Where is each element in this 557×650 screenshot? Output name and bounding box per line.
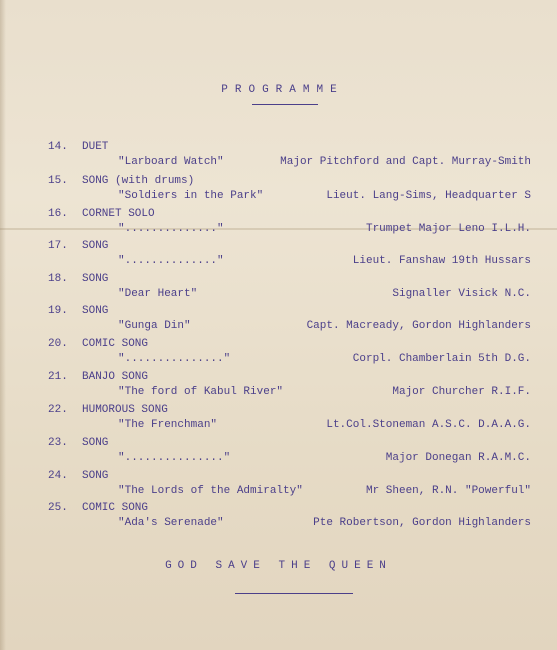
item-piece: "Dear Heart" bbox=[118, 288, 198, 300]
title-underline bbox=[252, 104, 318, 105]
item-performer: Signaller Visick N.C. bbox=[392, 288, 531, 300]
item-number: 25. bbox=[48, 502, 68, 514]
item-piece: "The Lords of the Admiralty" bbox=[118, 485, 303, 497]
item-performer: Mr Sheen, R.N. "Powerful" bbox=[365, 485, 531, 497]
page-title: PROGRAMME bbox=[221, 84, 344, 96]
item-kind: DUET bbox=[82, 141, 109, 153]
item-performer: Lieut. Lang-Sims, Headquarter S bbox=[326, 190, 531, 202]
item-number: 14. bbox=[48, 141, 68, 153]
item-performer: Trumpet Major Leno I.L.H. bbox=[365, 223, 531, 235]
programme-item-24 bbox=[0, 470, 557, 500]
item-number: 16. bbox=[48, 208, 68, 220]
item-number: 22. bbox=[48, 404, 68, 416]
programme-item-22 bbox=[0, 404, 557, 434]
programme-item-14 bbox=[0, 141, 557, 171]
programme-item-25 bbox=[0, 502, 557, 532]
item-kind: SONG bbox=[82, 273, 109, 285]
item-piece: "The Frenchman" bbox=[118, 419, 218, 431]
programme-item-21 bbox=[0, 371, 557, 401]
programme-item-15 bbox=[0, 175, 557, 205]
item-kind: COMIC SONG bbox=[82, 338, 149, 350]
item-kind: COMIC SONG bbox=[82, 502, 149, 514]
closing-underline bbox=[235, 593, 353, 594]
item-performer: Corpl. Chamberlain 5th D.G. bbox=[352, 353, 531, 365]
programme-item-16 bbox=[0, 208, 557, 238]
item-number: 19. bbox=[48, 305, 68, 317]
item-kind: BANJO SONG bbox=[82, 371, 149, 383]
item-number: 24. bbox=[48, 470, 68, 482]
item-piece: ".............." bbox=[118, 255, 224, 267]
item-piece: "Ada's Serenade" bbox=[118, 517, 224, 529]
item-kind: SONG (with drums) bbox=[82, 175, 195, 187]
programme-item-19 bbox=[0, 305, 557, 335]
item-number: 20. bbox=[48, 338, 68, 350]
item-kind: SONG bbox=[82, 437, 109, 449]
programme-item-23 bbox=[0, 437, 557, 467]
item-number: 15. bbox=[48, 175, 68, 187]
item-kind: SONG bbox=[82, 240, 109, 252]
programme-item-18 bbox=[0, 273, 557, 303]
item-kind: HUMOROUS SONG bbox=[82, 404, 168, 416]
item-piece: "Soldiers in the Park" bbox=[118, 190, 264, 202]
item-kind: SONG bbox=[82, 470, 109, 482]
item-performer: Major Donegan R.A.M.C. bbox=[385, 452, 531, 464]
item-number: 17. bbox=[48, 240, 68, 252]
closing-line: GOD SAVE THE QUEEN bbox=[165, 560, 392, 572]
item-piece: "Gunga Din" bbox=[118, 320, 191, 332]
item-kind: CORNET SOLO bbox=[82, 208, 155, 220]
item-performer: Major Pitchford and Capt. Murray-Smith bbox=[280, 156, 531, 168]
item-number: 18. bbox=[48, 273, 68, 285]
item-number: 23. bbox=[48, 437, 68, 449]
programme-item-17 bbox=[0, 240, 557, 270]
item-piece: "..............." bbox=[118, 353, 231, 365]
item-performer: Capt. Macready, Gordon Highlanders bbox=[306, 320, 531, 332]
item-performer: Lieut. Fanshaw 19th Hussars bbox=[352, 255, 531, 267]
item-piece: "The ford of Kabul River" bbox=[118, 386, 284, 398]
item-kind: SONG bbox=[82, 305, 109, 317]
item-performer: Major Churcher R.I.F. bbox=[392, 386, 531, 398]
item-piece: "Larboard Watch" bbox=[118, 156, 224, 168]
item-performer: Lt.Col.Stoneman A.S.C. D.A.A.G. bbox=[326, 419, 531, 431]
item-piece: ".............." bbox=[118, 223, 224, 235]
item-piece: "..............." bbox=[118, 452, 231, 464]
programme-item-20 bbox=[0, 338, 557, 368]
item-performer: Pte Robertson, Gordon Highlanders bbox=[313, 517, 531, 529]
item-number: 21. bbox=[48, 371, 68, 383]
